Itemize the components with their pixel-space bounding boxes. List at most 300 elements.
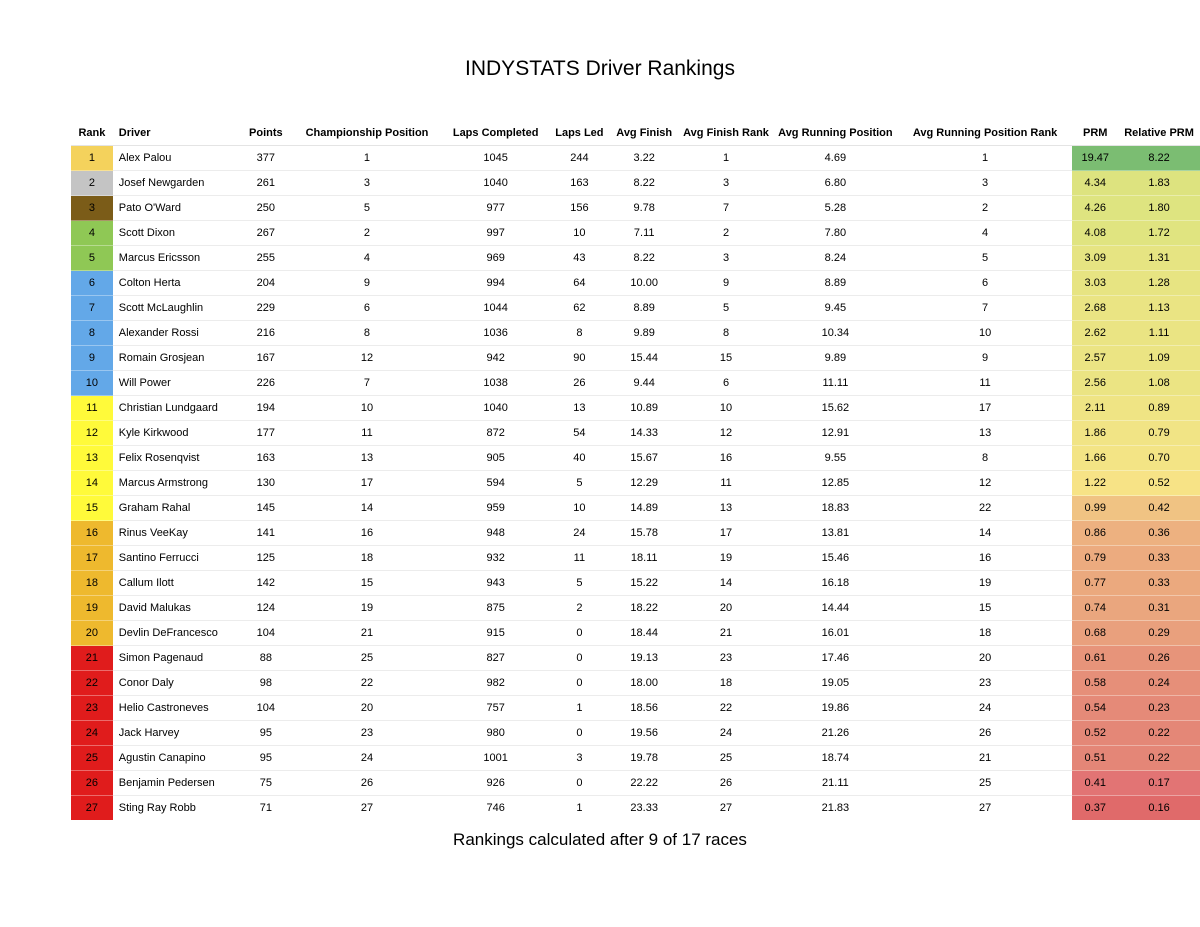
table-row: [71, 246, 1200, 271]
table-row: [71, 346, 1200, 371]
avg-finish-cell: 12.29: [609, 471, 679, 496]
championship-position-cell: 8: [292, 321, 442, 346]
avg-running-position-cell: 12.91: [773, 421, 898, 446]
relative-prm-cell: 0.22: [1118, 746, 1200, 771]
laps-completed-cell: 977: [442, 196, 550, 221]
laps-completed-cell: 1040: [442, 396, 550, 421]
laps-led-cell: 1: [549, 696, 609, 721]
driver-cell: Felix Rosenqvist: [113, 446, 240, 471]
rank-cell: 20: [71, 621, 113, 646]
driver-cell: Josef Newgarden: [113, 171, 240, 196]
championship-position-cell: 27: [292, 796, 442, 821]
laps-led-cell: 3: [549, 746, 609, 771]
avg-running-position-rank-cell: 16: [898, 546, 1073, 571]
points-cell: 216: [239, 321, 292, 346]
header-laps-led: Laps Led: [555, 127, 604, 139]
driver-cell: Scott Dixon: [113, 221, 240, 246]
table-row: [71, 271, 1200, 296]
points-cell: 130: [239, 471, 292, 496]
footer-note: Rankings calculated after 9 of 17 races: [453, 830, 747, 849]
driver-cell: Simon Pagenaud: [113, 646, 240, 671]
championship-position-cell: 13: [292, 446, 442, 471]
avg-running-position-cell: 9.55: [773, 446, 898, 471]
rank-cell: 2: [71, 171, 113, 196]
rank-cell: 1: [71, 146, 113, 171]
laps-led-cell: 8: [549, 321, 609, 346]
prm-cell: 3.09: [1072, 246, 1118, 271]
table-row: [71, 721, 1200, 746]
points-cell: 104: [239, 696, 292, 721]
header-championship-position: Championship Position: [305, 127, 429, 139]
table-row: [71, 496, 1200, 521]
header-avg-running-position-rank: Avg Running Position Rank: [912, 127, 1058, 139]
driver-cell: Helio Castroneves: [113, 696, 240, 721]
championship-position-cell: 9: [292, 271, 442, 296]
laps-completed-cell: 943: [442, 571, 550, 596]
table-row: [71, 621, 1200, 646]
championship-position-cell: 2: [292, 221, 442, 246]
points-cell: 377: [239, 146, 292, 171]
avg-finish-rank-cell: 26: [679, 771, 773, 796]
points-cell: 229: [239, 296, 292, 321]
driver-cell: Alex Palou: [113, 146, 240, 171]
laps-led-cell: 62: [549, 296, 609, 321]
rank-cell: 8: [71, 321, 113, 346]
avg-running-position-rank-cell: 15: [898, 596, 1073, 621]
laps-led-cell: 24: [549, 521, 609, 546]
avg-finish-cell: 3.22: [609, 146, 679, 171]
points-cell: 177: [239, 421, 292, 446]
relative-prm-cell: 0.16: [1118, 796, 1200, 821]
avg-running-position-cell: 6.80: [773, 171, 898, 196]
avg-running-position-rank-cell: 21: [898, 746, 1073, 771]
avg-running-position-cell: 13.81: [773, 521, 898, 546]
championship-position-cell: 18: [292, 546, 442, 571]
avg-finish-rank-cell: 8: [679, 321, 773, 346]
avg-running-position-rank-cell: 1: [898, 146, 1073, 171]
avg-finish-rank-cell: 18: [679, 671, 773, 696]
prm-cell: 0.86: [1072, 521, 1118, 546]
avg-running-position-cell: 14.44: [773, 596, 898, 621]
laps-completed-cell: 875: [442, 596, 550, 621]
laps-completed-cell: 1038: [442, 371, 550, 396]
prm-cell: 0.54: [1072, 696, 1118, 721]
prm-cell: 0.99: [1072, 496, 1118, 521]
points-cell: 141: [239, 521, 292, 546]
avg-finish-rank-cell: 14: [679, 571, 773, 596]
avg-running-position-cell: 18.74: [773, 746, 898, 771]
driver-cell: Will Power: [113, 371, 240, 396]
avg-finish-rank-cell: 3: [679, 171, 773, 196]
relative-prm-cell: 1.31: [1118, 246, 1200, 271]
avg-running-position-rank-cell: 2: [898, 196, 1073, 221]
driver-cell: Alexander Rossi: [113, 321, 240, 346]
points-cell: 167: [239, 346, 292, 371]
table-row: [71, 221, 1200, 246]
avg-running-position-rank-cell: 12: [898, 471, 1073, 496]
header-avg-running-position: Avg Running Position: [778, 127, 893, 139]
relative-prm-cell: 0.24: [1118, 671, 1200, 696]
relative-prm-cell: 0.26: [1118, 646, 1200, 671]
laps-led-cell: 40: [549, 446, 609, 471]
laps-led-cell: 5: [549, 471, 609, 496]
rank-cell: 10: [71, 371, 113, 396]
laps-completed-cell: 969: [442, 246, 550, 271]
laps-led-cell: 0: [549, 646, 609, 671]
table-row: [71, 371, 1200, 396]
relative-prm-cell: 0.31: [1118, 596, 1200, 621]
avg-running-position-cell: 19.05: [773, 671, 898, 696]
points-cell: 95: [239, 721, 292, 746]
header-relative-prm: Relative PRM: [1124, 127, 1194, 139]
laps-completed-cell: 1001: [442, 746, 550, 771]
laps-completed-cell: 905: [442, 446, 550, 471]
laps-led-cell: 43: [549, 246, 609, 271]
avg-finish-cell: 9.44: [609, 371, 679, 396]
avg-finish-rank-cell: 6: [679, 371, 773, 396]
avg-running-position-rank-cell: 17: [898, 396, 1073, 421]
table-row: [71, 471, 1200, 496]
avg-running-position-rank-cell: 7: [898, 296, 1073, 321]
driver-cell: Devlin DeFrancesco: [113, 621, 240, 646]
championship-position-cell: 22: [292, 671, 442, 696]
points-cell: 267: [239, 221, 292, 246]
table-row: [71, 196, 1200, 221]
avg-running-position-cell: 7.80: [773, 221, 898, 246]
rank-cell: 3: [71, 196, 113, 221]
points-cell: 163: [239, 446, 292, 471]
prm-cell: 0.51: [1072, 746, 1118, 771]
points-cell: 194: [239, 396, 292, 421]
avg-running-position-rank-cell: 22: [898, 496, 1073, 521]
championship-position-cell: 10: [292, 396, 442, 421]
avg-finish-rank-cell: 9: [679, 271, 773, 296]
table-row: [71, 171, 1200, 196]
points-cell: 226: [239, 371, 292, 396]
relative-prm-cell: 0.52: [1118, 471, 1200, 496]
avg-running-position-cell: 21.83: [773, 796, 898, 821]
laps-completed-cell: 915: [442, 621, 550, 646]
rank-cell: 24: [71, 721, 113, 746]
rank-cell: 21: [71, 646, 113, 671]
avg-running-position-rank-cell: 5: [898, 246, 1073, 271]
avg-finish-rank-cell: 1: [679, 146, 773, 171]
rank-cell: 13: [71, 446, 113, 471]
prm-cell: 4.34: [1072, 171, 1118, 196]
avg-finish-cell: 19.56: [609, 721, 679, 746]
points-cell: 255: [239, 246, 292, 271]
avg-running-position-cell: 21.26: [773, 721, 898, 746]
championship-position-cell: 26: [292, 771, 442, 796]
points-cell: 75: [239, 771, 292, 796]
rank-cell: 26: [71, 771, 113, 796]
rank-cell: 23: [71, 696, 113, 721]
avg-finish-rank-cell: 2: [679, 221, 773, 246]
prm-cell: 4.08: [1072, 221, 1118, 246]
rank-cell: 9: [71, 346, 113, 371]
rank-cell: 11: [71, 396, 113, 421]
driver-cell: Santino Ferrucci: [113, 546, 240, 571]
relative-prm-cell: 0.22: [1118, 721, 1200, 746]
rank-cell: 22: [71, 671, 113, 696]
avg-finish-cell: 14.33: [609, 421, 679, 446]
driver-cell: Colton Herta: [113, 271, 240, 296]
driver-cell: Christian Lundgaard: [113, 396, 240, 421]
laps-completed-cell: 959: [442, 496, 550, 521]
laps-completed-cell: 997: [442, 221, 550, 246]
avg-finish-rank-cell: 25: [679, 746, 773, 771]
avg-running-position-rank-cell: 6: [898, 271, 1073, 296]
avg-finish-rank-cell: 19: [679, 546, 773, 571]
laps-led-cell: 90: [549, 346, 609, 371]
avg-finish-cell: 18.44: [609, 621, 679, 646]
avg-running-position-cell: 12.85: [773, 471, 898, 496]
laps-led-cell: 64: [549, 271, 609, 296]
avg-running-position-cell: 17.46: [773, 646, 898, 671]
avg-finish-rank-cell: 27: [679, 796, 773, 821]
avg-running-position-rank-cell: 4: [898, 221, 1073, 246]
avg-running-position-rank-cell: 3: [898, 171, 1073, 196]
driver-cell: Kyle Kirkwood: [113, 421, 240, 446]
championship-position-cell: 11: [292, 421, 442, 446]
avg-finish-rank-cell: 20: [679, 596, 773, 621]
prm-cell: 0.74: [1072, 596, 1118, 621]
prm-cell: 0.79: [1072, 546, 1118, 571]
page-title: INDYSTATS Driver Rankings: [465, 57, 735, 80]
relative-prm-cell: 0.29: [1118, 621, 1200, 646]
driver-cell: Graham Rahal: [113, 496, 240, 521]
rank-cell: 12: [71, 421, 113, 446]
points-cell: 250: [239, 196, 292, 221]
laps-completed-cell: 746: [442, 796, 550, 821]
laps-completed-cell: 982: [442, 671, 550, 696]
laps-led-cell: 10: [549, 496, 609, 521]
driver-cell: Rinus VeeKay: [113, 521, 240, 546]
avg-finish-cell: 8.89: [609, 296, 679, 321]
avg-running-position-cell: 16.01: [773, 621, 898, 646]
driver-cell: Pato O'Ward: [113, 196, 240, 221]
avg-finish-rank-cell: 7: [679, 196, 773, 221]
header-driver: Driver: [118, 127, 151, 139]
laps-led-cell: 163: [549, 171, 609, 196]
avg-finish-cell: 7.11: [609, 221, 679, 246]
avg-finish-cell: 9.78: [609, 196, 679, 221]
avg-running-position-cell: 15.46: [773, 546, 898, 571]
prm-cell: 0.37: [1072, 796, 1118, 821]
avg-finish-cell: 8.22: [609, 246, 679, 271]
avg-finish-cell: 19.13: [609, 646, 679, 671]
relative-prm-cell: 0.79: [1118, 421, 1200, 446]
avg-finish-rank-cell: 21: [679, 621, 773, 646]
avg-finish-rank-cell: 16: [679, 446, 773, 471]
rank-cell: 18: [71, 571, 113, 596]
table-row: [71, 521, 1200, 546]
laps-led-cell: 26: [549, 371, 609, 396]
laps-led-cell: 0: [549, 671, 609, 696]
avg-running-position-cell: 4.69: [773, 146, 898, 171]
table-row: [71, 446, 1200, 471]
prm-cell: 0.52: [1072, 721, 1118, 746]
points-cell: 125: [239, 546, 292, 571]
relative-prm-cell: 1.80: [1118, 196, 1200, 221]
points-cell: 95: [239, 746, 292, 771]
points-cell: 142: [239, 571, 292, 596]
avg-finish-cell: 18.56: [609, 696, 679, 721]
header-rank: Rank: [78, 127, 106, 139]
rank-cell: 7: [71, 296, 113, 321]
avg-running-position-cell: 21.11: [773, 771, 898, 796]
rank-cell: 5: [71, 246, 113, 271]
relative-prm-cell: 0.70: [1118, 446, 1200, 471]
avg-running-position-rank-cell: 13: [898, 421, 1073, 446]
championship-position-cell: 6: [292, 296, 442, 321]
driver-cell: Callum Ilott: [113, 571, 240, 596]
header-avg-finish-rank: Avg Finish Rank: [683, 127, 769, 139]
relative-prm-cell: 0.42: [1118, 496, 1200, 521]
points-cell: 88: [239, 646, 292, 671]
avg-finish-cell: 10.89: [609, 396, 679, 421]
avg-finish-cell: 23.33: [609, 796, 679, 821]
laps-completed-cell: 827: [442, 646, 550, 671]
prm-cell: 4.26: [1072, 196, 1118, 221]
prm-cell: 2.11: [1072, 396, 1118, 421]
prm-cell: 0.61: [1072, 646, 1118, 671]
laps-led-cell: 2: [549, 596, 609, 621]
avg-running-position-cell: 15.62: [773, 396, 898, 421]
avg-running-position-cell: 8.24: [773, 246, 898, 271]
avg-finish-rank-cell: 5: [679, 296, 773, 321]
championship-position-cell: 21: [292, 621, 442, 646]
relative-prm-cell: 1.13: [1118, 296, 1200, 321]
avg-running-position-rank-cell: 23: [898, 671, 1073, 696]
driver-cell: Conor Daly: [113, 671, 240, 696]
laps-led-cell: 0: [549, 771, 609, 796]
championship-position-cell: 25: [292, 646, 442, 671]
laps-led-cell: 0: [549, 721, 609, 746]
points-cell: 71: [239, 796, 292, 821]
table-row: [71, 646, 1200, 671]
laps-led-cell: 54: [549, 421, 609, 446]
table-row: [71, 146, 1200, 171]
relative-prm-cell: 1.11: [1118, 321, 1200, 346]
avg-finish-cell: 9.89: [609, 321, 679, 346]
avg-running-position-cell: 10.34: [773, 321, 898, 346]
avg-finish-cell: 18.00: [609, 671, 679, 696]
championship-position-cell: 14: [292, 496, 442, 521]
championship-position-cell: 20: [292, 696, 442, 721]
avg-finish-cell: 15.22: [609, 571, 679, 596]
header-points: Points: [249, 127, 283, 139]
driver-cell: Marcus Ericsson: [113, 246, 240, 271]
avg-finish-cell: 22.22: [609, 771, 679, 796]
avg-running-position-cell: 16.18: [773, 571, 898, 596]
relative-prm-cell: 0.33: [1118, 571, 1200, 596]
avg-running-position-cell: 9.45: [773, 296, 898, 321]
championship-position-cell: 17: [292, 471, 442, 496]
laps-completed-cell: 932: [442, 546, 550, 571]
avg-running-position-cell: 11.11: [773, 371, 898, 396]
avg-finish-rank-cell: 10: [679, 396, 773, 421]
avg-running-position-rank-cell: 19: [898, 571, 1073, 596]
points-cell: 98: [239, 671, 292, 696]
table-row: [71, 771, 1200, 796]
points-cell: 204: [239, 271, 292, 296]
avg-running-position-rank-cell: 24: [898, 696, 1073, 721]
prm-cell: 0.68: [1072, 621, 1118, 646]
prm-cell: 0.58: [1072, 671, 1118, 696]
laps-led-cell: 1: [549, 796, 609, 821]
avg-running-position-rank-cell: 20: [898, 646, 1073, 671]
laps-completed-cell: 1044: [442, 296, 550, 321]
relative-prm-cell: 0.36: [1118, 521, 1200, 546]
avg-finish-rank-cell: 11: [679, 471, 773, 496]
header-laps-completed: Laps Completed: [452, 127, 539, 139]
header-row: [71, 121, 1200, 146]
prm-cell: 0.41: [1072, 771, 1118, 796]
avg-running-position-cell: 5.28: [773, 196, 898, 221]
avg-running-position-cell: 9.89: [773, 346, 898, 371]
prm-cell: 1.66: [1072, 446, 1118, 471]
points-cell: 124: [239, 596, 292, 621]
championship-position-cell: 1: [292, 146, 442, 171]
laps-completed-cell: 1040: [442, 171, 550, 196]
rankings-body: [71, 146, 1200, 821]
avg-finish-rank-cell: 23: [679, 646, 773, 671]
laps-completed-cell: 757: [442, 696, 550, 721]
avg-running-position-cell: 19.86: [773, 696, 898, 721]
table-row: [71, 546, 1200, 571]
rank-cell: 14: [71, 471, 113, 496]
avg-finish-cell: 15.78: [609, 521, 679, 546]
rank-cell: 27: [71, 796, 113, 821]
prm-cell: 2.56: [1072, 371, 1118, 396]
avg-running-position-rank-cell: 27: [898, 796, 1073, 821]
relative-prm-cell: 1.83: [1118, 171, 1200, 196]
laps-completed-cell: 994: [442, 271, 550, 296]
rank-cell: 17: [71, 546, 113, 571]
avg-finish-cell: 15.67: [609, 446, 679, 471]
table-row: [71, 396, 1200, 421]
driver-cell: David Malukas: [113, 596, 240, 621]
rank-cell: 4: [71, 221, 113, 246]
avg-finish-cell: 14.89: [609, 496, 679, 521]
header-prm: PRM: [1083, 127, 1108, 139]
laps-completed-cell: 594: [442, 471, 550, 496]
avg-finish-cell: 18.22: [609, 596, 679, 621]
avg-finish-rank-cell: 24: [679, 721, 773, 746]
laps-led-cell: 0: [549, 621, 609, 646]
avg-running-position-rank-cell: 9: [898, 346, 1073, 371]
avg-running-position-rank-cell: 10: [898, 321, 1073, 346]
prm-cell: 2.62: [1072, 321, 1118, 346]
avg-finish-cell: 19.78: [609, 746, 679, 771]
points-cell: 104: [239, 621, 292, 646]
avg-finish-rank-cell: 12: [679, 421, 773, 446]
driver-cell: Sting Ray Robb: [113, 796, 240, 821]
table-row: [71, 696, 1200, 721]
prm-cell: 3.03: [1072, 271, 1118, 296]
avg-running-position-rank-cell: 18: [898, 621, 1073, 646]
relative-prm-cell: 1.28: [1118, 271, 1200, 296]
championship-position-cell: 24: [292, 746, 442, 771]
rank-cell: 19: [71, 596, 113, 621]
driver-cell: Romain Grosjean: [113, 346, 240, 371]
laps-completed-cell: 980: [442, 721, 550, 746]
championship-position-cell: 7: [292, 371, 442, 396]
avg-finish-rank-cell: 15: [679, 346, 773, 371]
championship-position-cell: 15: [292, 571, 442, 596]
championship-position-cell: 23: [292, 721, 442, 746]
